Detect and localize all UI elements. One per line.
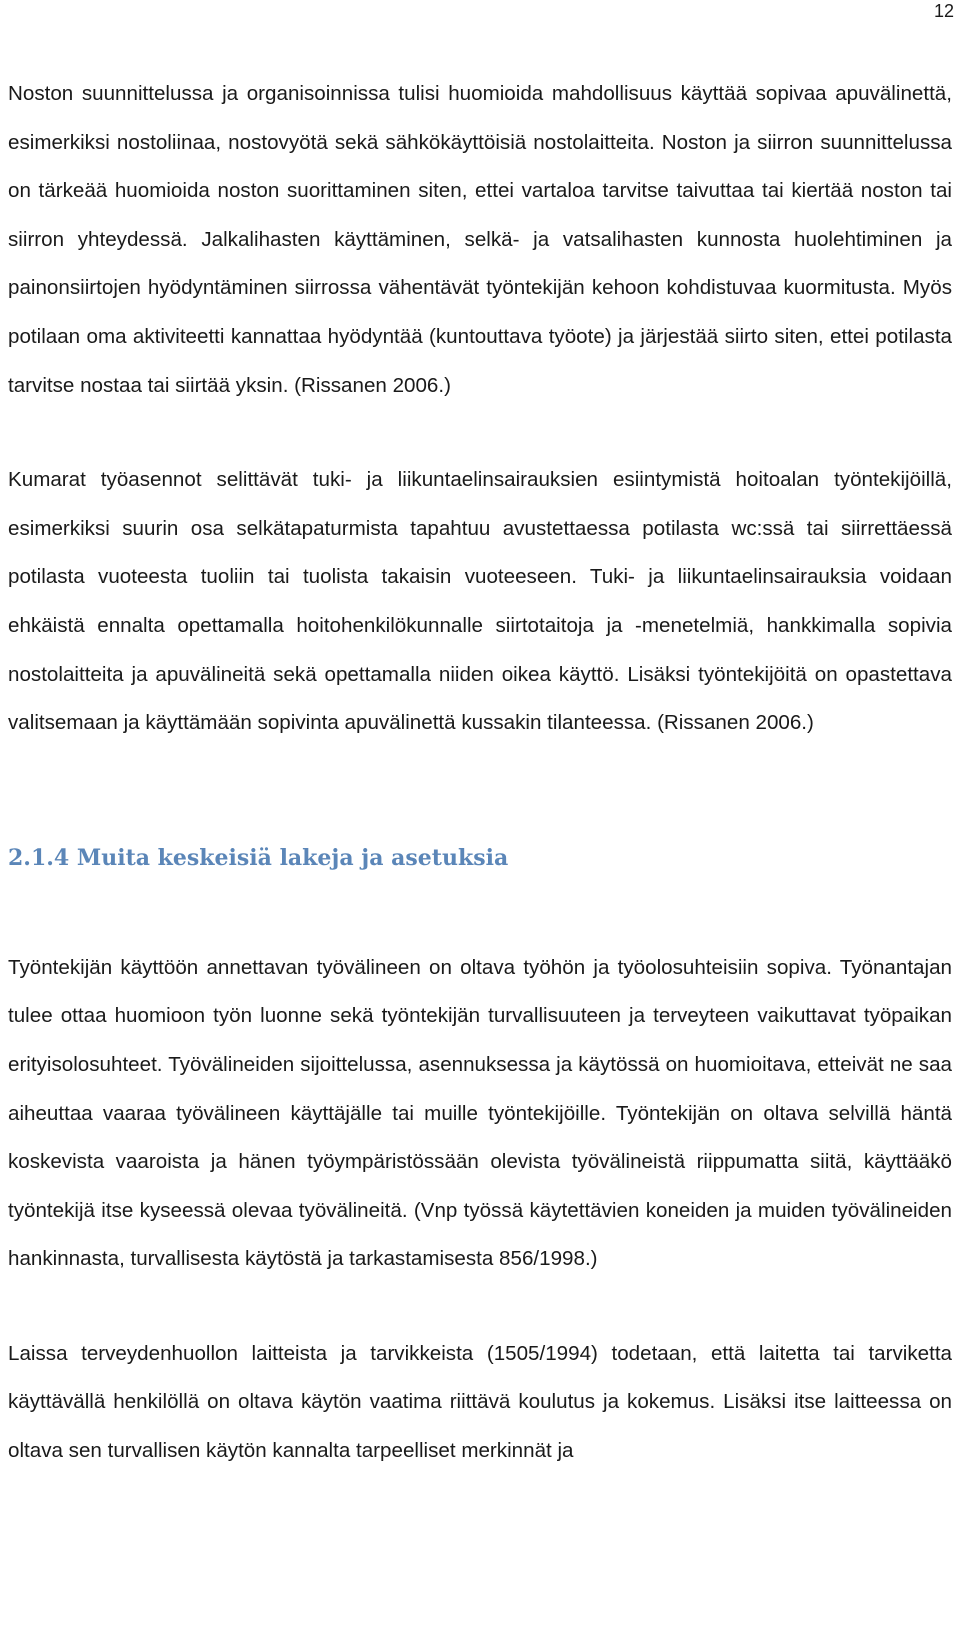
paragraph-work-postures: Kumarat työasennot selittävät tuki- ja liikuntaelinsairauksien esiintymistä hoitoalan työntekijöillä, esimerkiksi suurin osa selkätapaturmista tapahtuu avustettaessa potilasta wc:ssä tai siirrettäessä potilasta vuoteesta tuoliin tai tuolista takaisin vuoteeseen. Tuki- ja liikuntaelinsairauksia voidaan ehkäistä ennalta opettamalla hoitohenkilökunnalle siirtotaitoja ja -menetelmiä, hankkimalla sopivia nostolaitteita ja apuvälineitä sekä opettamalla niiden oikea käyttö. Lisäksi työntekijöitä on opastettava valitsemaan ja käyttämään sopivinta apuvälinettä kussakin tilanteessa. (Rissanen 2006.) — [8, 468, 952, 735]
paragraph-healthcare-devices-law: Laissa terveydenhuollon laitteista ja tarvikkeista (1505/1994) todetaan, että laitetta tai tarviketta käyttävällä henkilöllä on oltava käytön vaatima riittävä koulutus ja kokemus. Lisäksi itse laitteessa on oltava sen turvallisen käytön kannalta tarpeelliset merkinnät ja — [8, 1341, 952, 1463]
page-number: 12 — [933, 1, 954, 21]
page-content — [8, 70, 952, 1476]
section-heading: 2.1.4 Muita keskeisiä lakeja ja asetuksia — [8, 844, 509, 871]
paragraph-work-equipment: Työntekijän käyttöön annettavan työvälineen on oltava työhön ja työolosuhteisiin sopiva. Työnantajan tulee ottaa huomioon työn luonne sekä työntekijän turvallisuuteen ja terveyteen vaikuttavat työpaikan erityisolosuhteet. Työvälineiden sijoittelussa, asennuksessa ja käytössä on huomioitava, etteivät ne saa aiheuttaa vaaraa työvälineen käyttäjälle tai muille työntekijöille. Työntekijän on oltava selvillä häntä koskevista vaaroista ja hänen työympäristössään olevista työvälineistä riippumatta siitä, käyttääkö työntekijä itse kyseessä olevaa työvälineitä. (Vnp työssä käytettävien koneiden ja muiden työvälineiden hankinnasta, turvallisesta käytöstä ja tarkastamisesta 856/1998.) — [8, 955, 952, 1271]
paragraph-lifting-planning: Noston suunnittelussa ja organisoinnissa tulisi huomioida mahdollisuus käyttää sopivaa apuvälinettä, esimerkiksi nostoliinaa, nostovyötä sekä sähkökäyttöisiä nostolaitteita. Noston ja siirron suunnittelussa on tärkeää huomioida noston suorittaminen siten, ettei vartaloa tarvitse taivuttaa tai kiertää noston tai siirron yhteydessä. Jalkalihasten käyttäminen, selkä- ja vatsalihasten kunnosta huolehtiminen ja painonsiirtojen hyödyntäminen siirrossa vähentävät työntekijän kehoon kohdistuvaa kuormitusta. Myös potilaan oma aktiviteetti kannattaa hyödyntää (kuntouttava työote) ja järjestää siirto siten, ettei potilasta tarvitse nostaa tai siirtää yksin. (Rissanen 2006.) — [8, 82, 952, 397]
